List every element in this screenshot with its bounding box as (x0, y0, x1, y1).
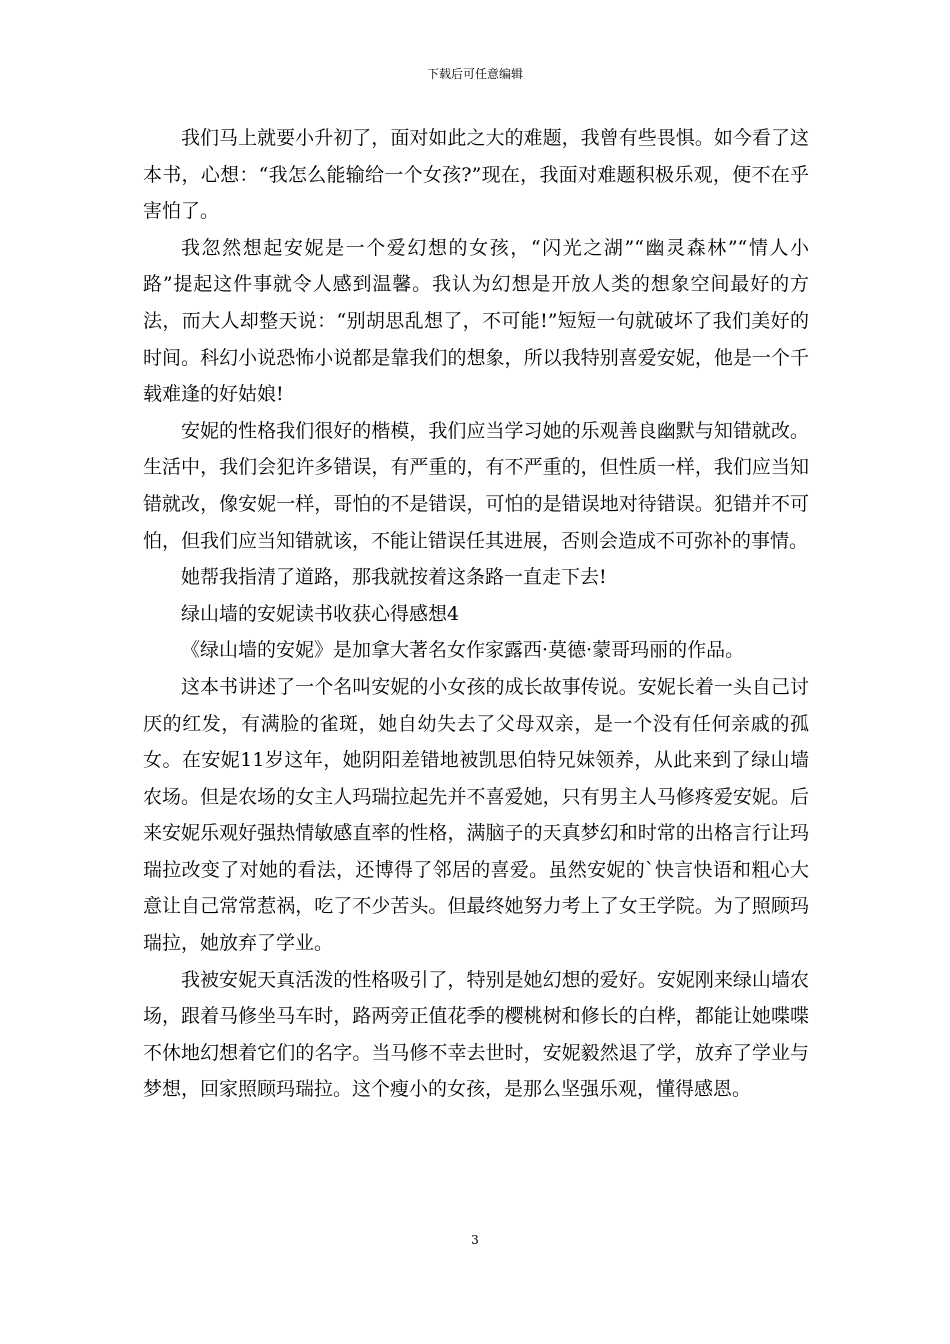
paragraph: 我被安妮天真活泼的性格吸引了，特别是她幻想的爱好。安妮刚来绿山墙农场，跟着马修坐马车时，路两旁正值花季的樱桃树和修长的白桦，都能让她喋喋不休地幻想着它们的名字。当马修不幸去世时，安妮毅然退了学，放弃了学业与梦想，回家照顾玛瑞拉。这个瘦小的女孩，是那么坚强乐观，懂得感恩。 (143, 968, 809, 1101)
page-header: 下载后可任意编辑 (426, 67, 523, 81)
document-body (143, 120, 809, 1108)
section-title: 绿山墙的安妮读书收获心得感想4 (181, 602, 460, 625)
paragraph: 这本书讲述了一个名叫安妮的小女孩的成长故事传说。安妮长着一头自己讨厌的红发，有满脸的雀斑，她自幼失去了父母双亲，是一个没有任何亲戚的孤女。在安妮11岁这年，她阴阳差错地被凯思伯特兄妹领养，从此来到了绿山墙农场。但是农场的女主人玛瑞拉起先并不喜爱她，只有男主人马修疼爱安妮。后来安妮乐观好强热情敏感直率的性格，满脑子的天真梦幻和时常的出格言行让玛瑞拉改变了对她的看法，还博得了邻居的喜爱。虽然安妮的`快言快语和粗心大意让自己常常惹祸，吃了不少苦头。但最终她努力考上了女王学院。为了照顾玛瑞拉，她放弃了学业。 (143, 675, 809, 955)
paragraph: 我们马上就要小升初了，面对如此之大的难题，我曾有些畏惧。如今看了这本书，心想：“我怎么能输给一个女孩?”现在，我面对难题积极乐观，便不在乎害怕了。 (143, 127, 809, 223)
paragraph: 我忽然想起安妮是一个爱幻想的女孩，“闪光之湖”“幽灵森林”“情人小路”提起这件事就令人感到温馨。我认为幻想是开放人类的想象空间最好的方法，而大人却整天说：“别胡思乱想了，不可能!”短短一句就破坏了我们美好的时间。科幻小说恐怖小说都是靠我们的想象，所以我特别喜爱安妮，他是一个千载难逢的好姑娘! (143, 236, 809, 406)
paragraph: 《绿山墙的安妮》是加拿大著名女作家露西·莫德·蒙哥玛丽的作品。 (181, 639, 745, 662)
page-number: 3 (471, 1233, 479, 1247)
paragraph: 安妮的性格我们很好的楷模，我们应当学习她的乐观善良幽默与知错就改。生活中，我们会犯许多错误，有严重的，有不严重的，但性质一样，我们应当知错就改，像安妮一样，哥怕的不是错误，可怕的是错误地对待错误。犯错并不可怕，但我们应当知错就该，不能让错误任其进展，否则会造成不可弥补的事情。 (143, 419, 809, 552)
paragraph: 她帮我指清了道路，那我就按着这条路一直走下去! (181, 566, 607, 589)
